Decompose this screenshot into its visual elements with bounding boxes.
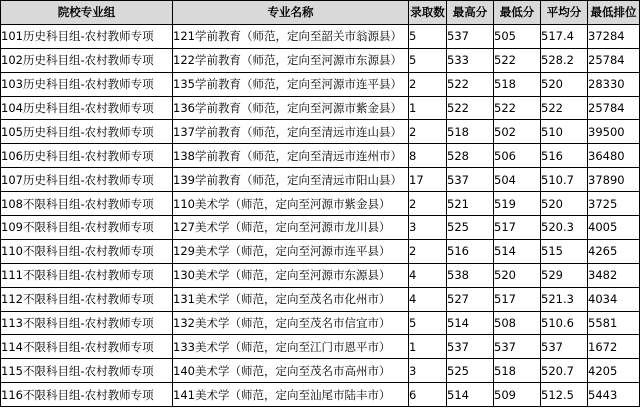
cell-min-score: 518 <box>494 359 541 383</box>
cell-min-score: 504 <box>494 168 541 192</box>
table-row <box>1 383 640 407</box>
cell-group: 103历史科目组-农村教师专项 <box>1 72 173 96</box>
cell-avg-score: 522 <box>541 96 588 120</box>
cell-group: 111不限科目组-农村教师专项 <box>1 263 173 287</box>
cell-count: 5 <box>409 24 447 48</box>
cell-major: 140美术学（师范，定向至茂名市高州市） <box>173 359 409 383</box>
cell-max-score: 518 <box>447 120 494 144</box>
table-row <box>1 263 640 287</box>
cell-group: 115不限科目组-农村教师专项 <box>1 359 173 383</box>
table-row <box>1 216 640 240</box>
cell-count: 6 <box>409 383 447 407</box>
header-min-score: 最低分 <box>494 1 541 25</box>
cell-major: 132美术学（师范，定向至茂名市信宜市） <box>173 311 409 335</box>
cell-group: 102历史科目组-农村教师专项 <box>1 48 173 72</box>
table-row <box>1 120 640 144</box>
cell-group: 113不限科目组-农村教师专项 <box>1 311 173 335</box>
cell-group: 101历史科目组-农村教师专项 <box>1 24 173 48</box>
cell-min-rank: 4034 <box>588 287 640 311</box>
cell-max-score: 538 <box>447 263 494 287</box>
cell-major: 133美术学（师范，定向至江门市恩平市） <box>173 335 409 359</box>
cell-min-score: 520 <box>494 263 541 287</box>
cell-avg-score: 520 <box>541 192 588 216</box>
cell-group: 112不限科目组-农村教师专项 <box>1 287 173 311</box>
cell-min-rank: 25784 <box>588 96 640 120</box>
table-row <box>1 335 640 359</box>
cell-avg-score: 512.5 <box>541 383 588 407</box>
cell-min-score: 537 <box>494 335 541 359</box>
cell-max-score: 514 <box>447 311 494 335</box>
cell-min-score: 505 <box>494 24 541 48</box>
table-row <box>1 24 640 48</box>
cell-count: 17 <box>409 168 447 192</box>
cell-major: 122学前教育（师范，定向至河源市东源县） <box>173 48 409 72</box>
cell-group: 108不限科目组-农村教师专项 <box>1 192 173 216</box>
cell-count: 2 <box>409 239 447 263</box>
header-row <box>1 1 640 25</box>
cell-count: 8 <box>409 144 447 168</box>
cell-group: 109不限科目组-农村教师专项 <box>1 216 173 240</box>
cell-min-rank: 5581 <box>588 311 640 335</box>
cell-group: 114不限科目组-农村教师专项 <box>1 335 173 359</box>
cell-major: 130美术学（师范，定向至河源市东源县） <box>173 263 409 287</box>
table-row <box>1 287 640 311</box>
cell-major: 136学前教育（师范，定向至河源市紫金县） <box>173 96 409 120</box>
cell-major: 135学前教育（师范，定向至河源市连平县） <box>173 72 409 96</box>
cell-min-score: 518 <box>494 72 541 96</box>
cell-min-rank: 37890 <box>588 168 640 192</box>
cell-avg-score: 521.3 <box>541 287 588 311</box>
cell-group: 105历史科目组-农村教师专项 <box>1 120 173 144</box>
cell-major: 110美术学（师范，定向至河源市紫金县） <box>173 192 409 216</box>
cell-min-score: 514 <box>494 239 541 263</box>
header-group: 院校专业组 <box>1 1 173 25</box>
cell-avg-score: 510 <box>541 120 588 144</box>
cell-count: 5 <box>409 311 447 335</box>
cell-major: 139学前教育（师范，定向至清远市阳山县） <box>173 168 409 192</box>
cell-avg-score: 520.3 <box>541 216 588 240</box>
cell-group: 110不限科目组-农村教师专项 <box>1 239 173 263</box>
cell-min-score: 508 <box>494 311 541 335</box>
header-max-score: 最高分 <box>447 1 494 25</box>
cell-min-rank: 28330 <box>588 72 640 96</box>
cell-min-score: 509 <box>494 383 541 407</box>
cell-group: 116不限科目组-农村教师专项 <box>1 383 173 407</box>
cell-min-score: 502 <box>494 120 541 144</box>
header-avg-score: 平均分 <box>541 1 588 25</box>
cell-count: 2 <box>409 192 447 216</box>
cell-max-score: 522 <box>447 96 494 120</box>
cell-group: 106历史科目组-农村教师专项 <box>1 144 173 168</box>
cell-avg-score: 515 <box>541 239 588 263</box>
header-min-rank: 最低排位 <box>588 1 640 25</box>
cell-major: 127美术学（师范，定向至河源市龙川县） <box>173 216 409 240</box>
cell-min-rank: 1672 <box>588 335 640 359</box>
cell-max-score: 521 <box>447 192 494 216</box>
table-row <box>1 144 640 168</box>
cell-avg-score: 528.2 <box>541 48 588 72</box>
cell-min-score: 517 <box>494 287 541 311</box>
cell-major: 137学前教育（师范，定向至清远市连山县） <box>173 120 409 144</box>
cell-max-score: 525 <box>447 216 494 240</box>
cell-min-rank: 4205 <box>588 359 640 383</box>
cell-avg-score: 520 <box>541 72 588 96</box>
cell-count: 2 <box>409 120 447 144</box>
cell-min-score: 517 <box>494 216 541 240</box>
cell-avg-score: 517.4 <box>541 24 588 48</box>
table-row <box>1 72 640 96</box>
cell-min-rank: 3725 <box>588 192 640 216</box>
table-row <box>1 48 640 72</box>
cell-avg-score: 529 <box>541 263 588 287</box>
cell-max-score: 537 <box>447 335 494 359</box>
cell-max-score: 528 <box>447 144 494 168</box>
cell-count: 3 <box>409 359 447 383</box>
cell-avg-score: 520.7 <box>541 359 588 383</box>
cell-min-rank: 25784 <box>588 48 640 72</box>
table-row <box>1 359 640 383</box>
cell-major: 121学前教育（师范，定向至韶关市翁源县） <box>173 24 409 48</box>
cell-min-rank: 5443 <box>588 383 640 407</box>
cell-count: 2 <box>409 72 447 96</box>
cell-count: 5 <box>409 48 447 72</box>
table-row <box>1 96 640 120</box>
cell-max-score: 514 <box>447 383 494 407</box>
cell-min-rank: 4265 <box>588 239 640 263</box>
table-body <box>1 24 640 406</box>
cell-max-score: 537 <box>447 24 494 48</box>
cell-min-rank: 4005 <box>588 216 640 240</box>
cell-max-score: 525 <box>447 359 494 383</box>
cell-count: 4 <box>409 263 447 287</box>
cell-count: 3 <box>409 216 447 240</box>
cell-min-score: 506 <box>494 144 541 168</box>
cell-major: 129美术学（师范，定向至河源市连平县） <box>173 239 409 263</box>
table-row <box>1 239 640 263</box>
cell-min-score: 519 <box>494 192 541 216</box>
cell-min-rank: 36480 <box>588 144 640 168</box>
cell-group: 104历史科目组-农村教师专项 <box>1 96 173 120</box>
cell-major: 141美术学（师范，定向至汕尾市陆丰市） <box>173 383 409 407</box>
cell-min-rank: 3482 <box>588 263 640 287</box>
cell-major: 131美术学（师范，定向至茂名市化州市） <box>173 287 409 311</box>
table-row <box>1 311 640 335</box>
header-major: 专业名称 <box>173 1 409 25</box>
cell-min-rank: 37284 <box>588 24 640 48</box>
cell-group: 107历史科目组-农村教师专项 <box>1 168 173 192</box>
header-count: 录取数 <box>409 1 447 25</box>
cell-avg-score: 537 <box>541 335 588 359</box>
cell-count: 1 <box>409 96 447 120</box>
table-row <box>1 192 640 216</box>
cell-max-score: 522 <box>447 72 494 96</box>
cell-major: 138学前教育（师范，定向至清远市连州市） <box>173 144 409 168</box>
cell-max-score: 516 <box>447 239 494 263</box>
table-row <box>1 168 640 192</box>
cell-count: 4 <box>409 287 447 311</box>
cell-avg-score: 510.6 <box>541 311 588 335</box>
cell-max-score: 533 <box>447 48 494 72</box>
cell-max-score: 527 <box>447 287 494 311</box>
cell-avg-score: 516 <box>541 144 588 168</box>
cell-avg-score: 510.7 <box>541 168 588 192</box>
cell-count: 1 <box>409 335 447 359</box>
cell-min-score: 522 <box>494 48 541 72</box>
cell-min-score: 522 <box>494 96 541 120</box>
cell-min-rank: 39500 <box>588 120 640 144</box>
cell-max-score: 537 <box>447 168 494 192</box>
